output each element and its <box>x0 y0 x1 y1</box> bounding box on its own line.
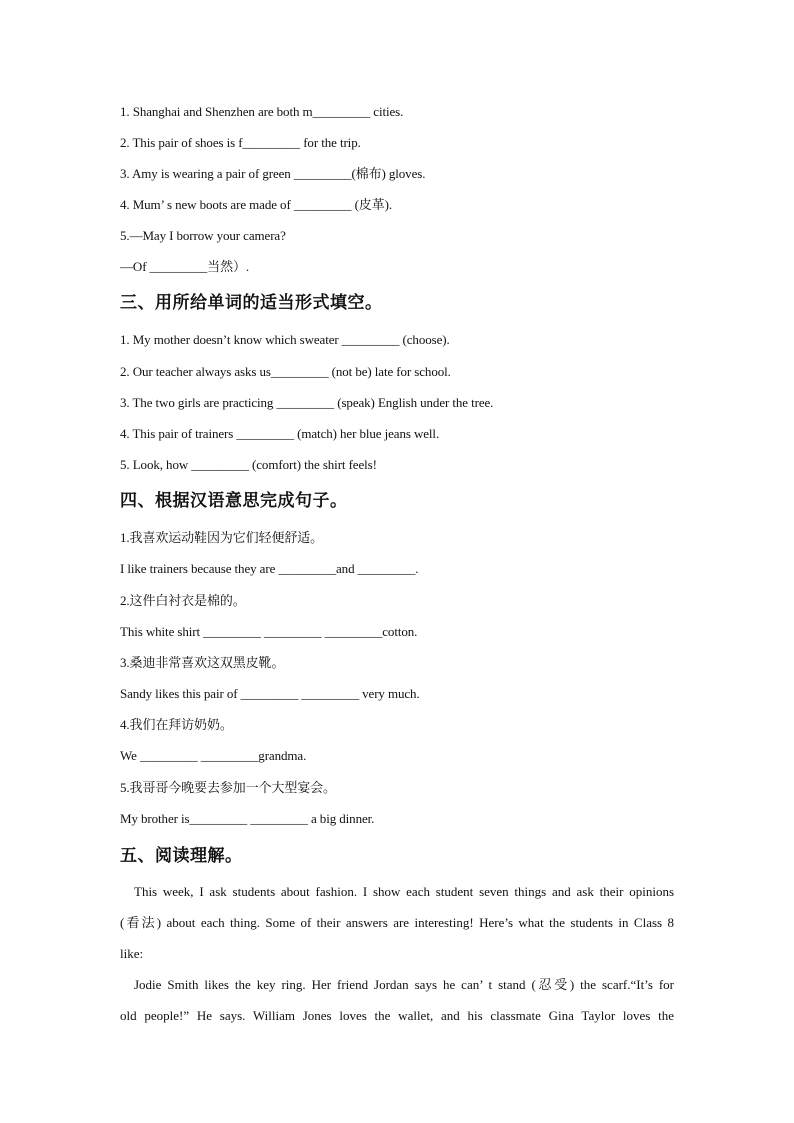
reading-p1-line-1: This week, I ask students about fashion. I show each student seven things and ask their opinions <box>134 884 674 899</box>
section4-item-1-en: I like trainers because they are _________and _________. <box>120 561 419 576</box>
section2-item-5: 5.—May I borrow your camera? <box>120 228 286 243</box>
section2-item-1: 1. Shanghai and Shenzhen are both m_________ cities. <box>120 104 404 119</box>
section3-item-3: 3. The two girls are practicing _________ (speak) English under the tree. <box>120 395 494 410</box>
section4-item-5-en: My brother is_________ _________ a big dinner. <box>120 811 375 826</box>
section3-item-1: 1. My mother doesn’t know which sweater _________ (choose). <box>120 332 450 347</box>
reading-paragraph-2 <box>120 969 674 1031</box>
reading-p2-line-2: old people!” He says. William Jones loves the wallet, and his classmate Gina Taylor loves the <box>120 1008 674 1023</box>
section3-item-4: 4. This pair of trainers _________ (match) her blue jeans well. <box>120 426 440 441</box>
section4-item-1-cn: 1.我喜欢运动鞋因为它们轻便舒适。 <box>120 530 324 545</box>
section5-title: 五、阅读理解。 <box>120 846 243 866</box>
reading-p1-line-2: (看法) about each thing. Some of their answers are interesting! Here’s what the students in Class 8 <box>120 915 674 930</box>
section3-item-5: 5. Look, how _________ (comfort) the shirt feels! <box>120 457 377 472</box>
section3-title: 三、用所给单词的适当形式填空。 <box>120 293 383 313</box>
section2-item-4: 4. Mum’ s new boots are made of _________ (皮革). <box>120 197 392 212</box>
section4-title: 四、根据汉语意思完成句子。 <box>120 491 348 511</box>
reading-p2-line-1: Jodie Smith likes the key ring. Her friend Jordan says he can’ t stand (忍受) the scarf.“It’s for <box>134 977 674 992</box>
section3-item-2: 2. Our teacher always asks us_________ (not be) late for school. <box>120 364 451 379</box>
reading-p1-line-3: like: <box>120 946 144 961</box>
section4-item-3-cn: 3.桑迪非常喜欢这双黑皮靴。 <box>120 655 285 670</box>
section2-item-2: 2. This pair of shoes is f_________ for the trip. <box>120 135 361 150</box>
section2-item-3: 3. Amy is wearing a pair of green _________(棉布) gloves. <box>120 166 426 181</box>
section4-item-2-en: This white shirt _________ _________ _________cotton. <box>120 624 418 639</box>
reading-paragraph-1 <box>120 876 674 969</box>
section4-item-5-cn: 5.我哥哥今晚要去参加一个大型宴会。 <box>120 780 336 795</box>
section2-item-5-answer: —Of _________当然）. <box>120 259 250 274</box>
section4-item-4-en: We _________ _________grandma. <box>120 748 307 763</box>
section4-item-3-en: Sandy likes this pair of _________ _________ very much. <box>120 686 420 701</box>
section4-item-4-cn: 4.我们在拜访奶奶。 <box>120 717 233 732</box>
section4-item-2-cn: 2.这件白衬衣是棉的。 <box>120 593 246 608</box>
